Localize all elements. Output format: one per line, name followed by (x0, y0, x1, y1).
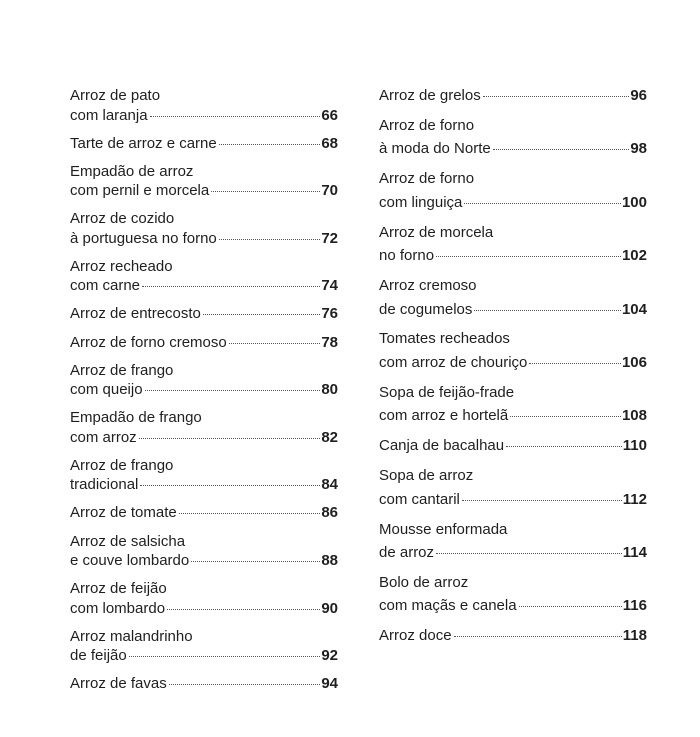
dot-leader (150, 116, 321, 117)
toc-entry-title: Arroz de morcela (379, 223, 494, 241)
toc-entry-title: com pernil e morcela (70, 182, 210, 200)
dot-leader (169, 684, 321, 685)
toc-entry (70, 408, 338, 447)
toc-entry-title: com cantaril (379, 490, 460, 508)
dot-leader (211, 191, 320, 192)
toc-entry (379, 329, 647, 372)
dot-leader (493, 149, 630, 150)
toc-entry (70, 361, 338, 400)
toc-entry-title: de arroz (379, 544, 435, 562)
toc-page-number: 114 (622, 544, 647, 562)
toc-entry (379, 86, 647, 106)
toc-page-number: 100 (621, 193, 647, 211)
toc-entry-title: com arroz (70, 428, 137, 446)
dot-leader (179, 513, 321, 514)
toc-entry (379, 520, 647, 563)
dot-leader (219, 239, 321, 240)
toc-entry-row (70, 503, 338, 523)
toc-entry-title: Canja de bacalhau (379, 437, 505, 455)
toc-page-number: 108 (621, 407, 647, 425)
toc-page-number: 68 (321, 134, 338, 152)
toc-entry-title: com lombardo (70, 599, 166, 617)
toc-entry (70, 579, 338, 618)
toc-entry-row (379, 543, 647, 563)
toc-entry-row (70, 304, 338, 324)
toc-entry-title: Arroz de entrecosto (70, 305, 201, 323)
toc-entry-row (70, 229, 338, 249)
toc-page-number: 78 (321, 333, 338, 351)
toc-page-number: 116 (622, 597, 647, 615)
toc-page-number: 82 (321, 428, 338, 446)
toc-entry-title: Mousse enformada (379, 520, 508, 538)
dot-leader (167, 609, 320, 610)
toc-entry-row (379, 596, 647, 616)
toc-entry-title: Sopa de arroz (379, 467, 474, 485)
toc-entry (70, 304, 338, 324)
toc-entry-title: Arroz de grelos (379, 87, 481, 104)
dot-leader (474, 310, 621, 311)
toc-entry-title: Arroz doce (379, 627, 452, 645)
toc-entry-row (70, 380, 338, 400)
toc-entry (379, 116, 647, 159)
toc-entry-title: Tomates recheados (379, 330, 510, 348)
toc-entry-title: Arroz recheado (70, 257, 173, 275)
toc-entry (379, 383, 647, 426)
toc-entry-title: Arroz de forno cremoso (70, 333, 227, 351)
toc-entry-title: com laranja (70, 106, 148, 124)
dot-leader (229, 343, 321, 344)
dot-leader (140, 485, 320, 486)
dot-leader (462, 500, 622, 501)
toc-page-number: 96 (630, 87, 647, 104)
toc-page-number: 104 (621, 300, 647, 318)
toc-entry (379, 223, 647, 266)
toc-entry-row (70, 599, 338, 619)
dot-leader (145, 390, 321, 391)
toc-entry-title: com arroz de chouriço (379, 353, 528, 371)
toc-entry-row (379, 86, 647, 106)
toc-entry-title: Arroz de forno (379, 170, 475, 188)
dot-leader (483, 96, 630, 97)
toc-entry-title: Arroz de cozido (70, 210, 175, 228)
toc-page-number: 86 (321, 504, 338, 522)
toc-page-number: 76 (321, 305, 338, 323)
toc-entry (379, 626, 647, 646)
toc-entry (70, 86, 338, 125)
toc-right-column (379, 86, 647, 646)
toc-entry (379, 169, 647, 212)
dot-leader (519, 606, 622, 607)
toc-entry (379, 466, 647, 509)
dot-leader (219, 144, 321, 145)
toc-entry (70, 674, 338, 694)
toc-entry (379, 276, 647, 319)
toc-entry-title: Empadão de arroz (70, 162, 194, 180)
toc-entry-title: tradicional (70, 476, 139, 494)
toc-entry-title: com maçãs e canela (379, 597, 517, 615)
toc-entry-row (70, 551, 338, 571)
toc-entry-row (379, 490, 647, 510)
dot-leader (454, 636, 622, 637)
toc-page-number: 74 (321, 277, 338, 295)
toc-entry-row (70, 181, 338, 201)
toc-entry-title: à portuguesa no forno (70, 229, 217, 247)
toc-entry-title: com arroz e hortelã (379, 407, 509, 425)
toc-entry-title: de cogumelos (379, 300, 473, 318)
toc-entry (70, 627, 338, 666)
toc-entry-row (379, 353, 647, 373)
toc-entry-title: Arroz de frango (70, 361, 174, 379)
toc-entry-title: no forno (379, 247, 435, 265)
toc-entry-title: Arroz malandrinho (70, 627, 193, 645)
toc-entry (70, 532, 338, 571)
toc-page-number: 94 (321, 675, 338, 693)
toc-entry (379, 436, 647, 456)
toc-entry-row (379, 406, 647, 426)
toc-entry-row (70, 333, 338, 353)
dot-leader (436, 553, 622, 554)
toc-entry-title: à moda do Norte (379, 140, 491, 158)
toc-entry-title: de feijão (70, 647, 127, 665)
toc-page-number: 118 (622, 627, 647, 645)
toc-entry-title: com carne (70, 277, 141, 295)
toc-entry (70, 503, 338, 523)
dot-leader (203, 314, 320, 315)
toc-entry-row (70, 134, 338, 154)
toc-entry-title: Arroz de favas (70, 675, 167, 693)
toc-entry-row (379, 626, 647, 646)
dot-leader (510, 416, 621, 417)
dot-leader (129, 656, 321, 657)
toc-page-number: 102 (621, 247, 647, 265)
toc-page-number: 110 (622, 437, 647, 455)
toc-entry-title: Empadão de frango (70, 409, 202, 427)
toc-entry-row (379, 300, 647, 320)
toc-entry-row (70, 646, 338, 666)
toc-page-number: 98 (630, 140, 647, 158)
toc-entry-title: Bolo de arroz (379, 573, 469, 591)
toc-entry (70, 134, 338, 154)
toc-entry-row (70, 674, 338, 694)
toc-entry-title: com queijo (70, 381, 143, 399)
toc-entry-title: com linguiça (379, 193, 463, 211)
toc-page-number: 112 (622, 490, 647, 508)
toc-entry (70, 456, 338, 495)
toc-entry-title: Arroz de feijão (70, 580, 167, 598)
toc-entry-row (379, 193, 647, 213)
toc-entry-title: Sopa de feijão-frade (379, 383, 515, 401)
toc-entry-row (379, 436, 647, 456)
toc-page-number: 84 (321, 476, 338, 494)
toc-entry-title: Arroz de tomate (70, 504, 177, 522)
toc-page-number: 106 (621, 353, 647, 371)
toc-entry (70, 333, 338, 353)
dot-leader (191, 561, 320, 562)
toc-entry-row (70, 106, 338, 126)
toc-entry (70, 257, 338, 296)
toc-entry-title: Arroz de salsicha (70, 532, 186, 550)
toc-entry-title: e couve lombardo (70, 552, 190, 570)
dot-leader (506, 446, 622, 447)
toc-entry-row (70, 276, 338, 296)
toc-entry (70, 162, 338, 201)
dot-leader (139, 438, 321, 439)
toc-page-number: 88 (321, 552, 338, 570)
toc-entry-title: Arroz de frango (70, 456, 174, 474)
dot-leader (529, 363, 621, 364)
toc-left-column (70, 86, 338, 694)
toc-entry-title: Arroz de forno (379, 116, 475, 134)
toc-entry-row (379, 139, 647, 159)
dot-leader (436, 256, 621, 257)
toc-entry-title: Tarte de arroz e carne (70, 134, 217, 152)
toc-page-number: 70 (321, 182, 338, 200)
toc-page-number: 72 (321, 229, 338, 247)
toc-entry-title: Arroz de pato (70, 87, 161, 104)
dot-leader (142, 286, 320, 287)
toc-entry-row (70, 428, 338, 448)
toc-page-number: 66 (321, 106, 338, 124)
dot-leader (464, 203, 621, 204)
toc-page-number: 80 (321, 381, 338, 399)
toc-page-number: 90 (321, 599, 338, 617)
toc-page-number: 92 (321, 647, 338, 665)
toc-entry (379, 573, 647, 616)
toc-entry (70, 209, 338, 248)
toc-entry-row (379, 246, 647, 266)
toc-entry-row (70, 475, 338, 495)
toc-entry-title: Arroz cremoso (379, 277, 477, 295)
